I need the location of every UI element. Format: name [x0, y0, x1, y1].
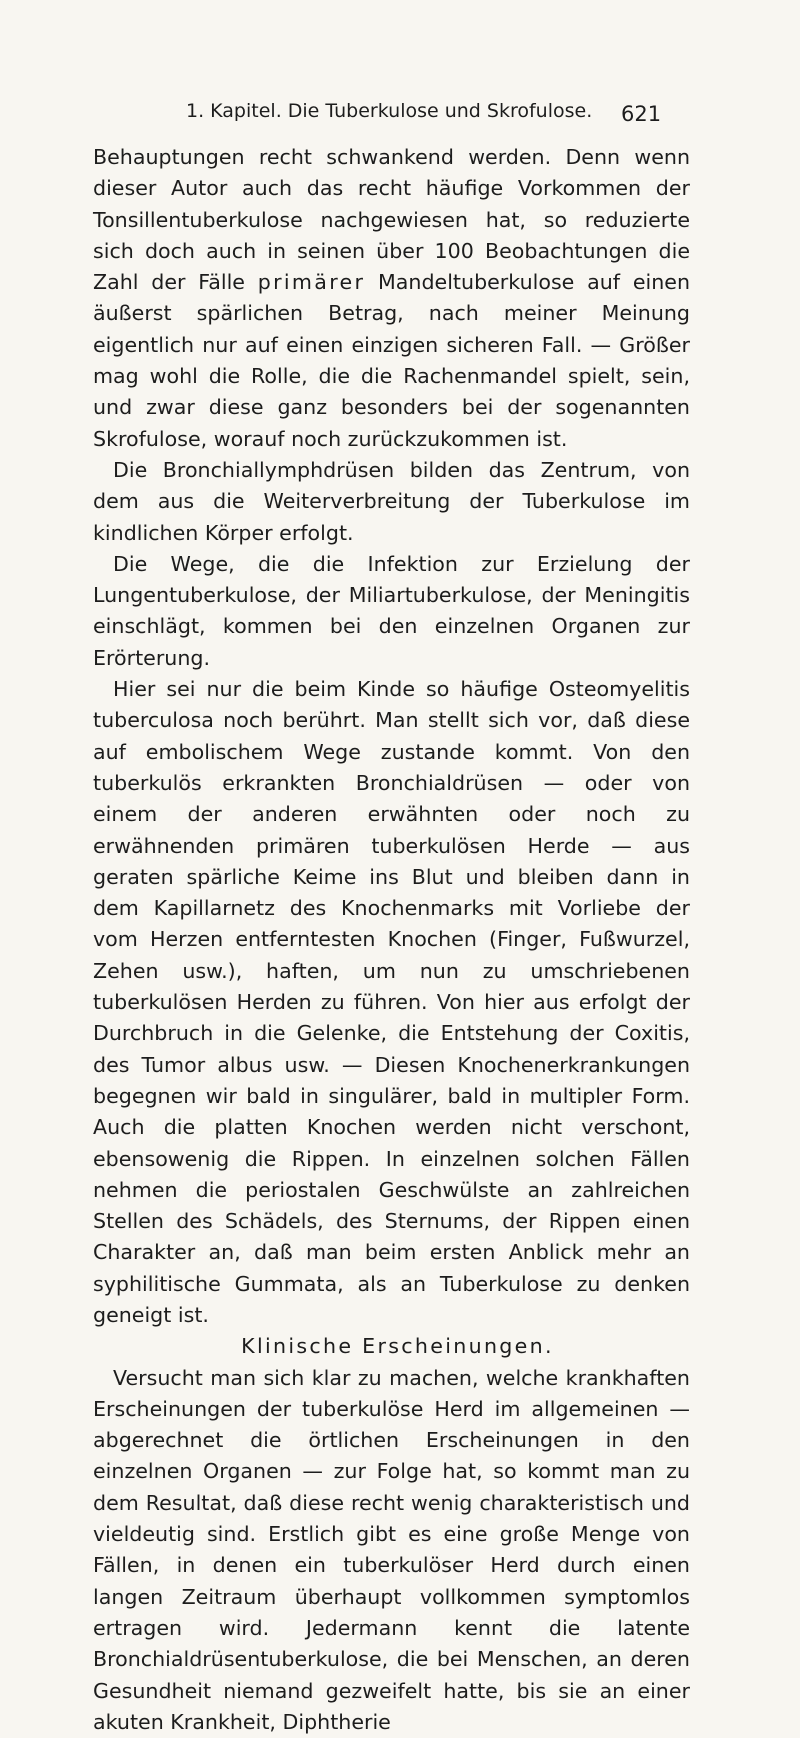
body-text [93, 142, 690, 1738]
page-number: 621 [621, 102, 662, 126]
paragraph-klinische-erscheinungen: Versucht man sich klar zu machen, welche krankhaften Erscheinungen der tuberkulöse Herd im allgemeinen — abgerechnet die örtlichen Erscheinungen in den einzelnen Organen — zur Folge hat, so kommt man zu dem Resultat, daß diese recht wenig charakteristisch und vieldeutig sind. Erstlich gibt es eine große Menge von Fällen, in denen ein tuberkulöser Herd durch einen langen Zeitraum überhaupt vollkommen symptomlos ertragen wird. Jedermann kennt die latente Bronchialdrüsentuberkulose, die bei Menschen, an deren Gesundheit niemand gezweifelt hatte, bis sie an einer akuten Krankheit, Diphtherie [93, 1365, 690, 1734]
paragraph-text: Behauptungen recht schwankend werden. Denn wenn dieser Autor auch das recht häufige Vorkommen der Tonsillentuberkulose nachgewiesen hat, so reduzierte sich doch auch in seinen über 100 Beobachtungen die Zahl der Fälle [93, 145, 690, 295]
paragraph-infektionswege: Die Wege, die die Infektion zur Erzielung der Lungentuberkulose, der Miliartuberkulose, der Meningitis einschlägt, kommen bei den einzelnen Organen zur Erörterung. [93, 551, 690, 670]
paragraph-text: Mandeltuberkulose auf einen äußerst spärlichen Betrag, nach meiner Meinung eigentlich nur auf einen einzigen sicheren Fall. — Größer mag wohl die Rolle, die die Rachenmandel spielt, sein, und zwar diese ganz besonders bei der sogenannten Skrofulose, worauf noch zurückzukommen ist. [93, 270, 690, 451]
paragraph-bronchiallymphdruesen: Die Bronchiallymphdrüsen bilden das Zentrum, von dem aus die Weiterverbreitung der Tuberkulose im kindlichen Körper erfolgt. [93, 457, 690, 545]
emphasis-primaer: primärer [257, 270, 366, 295]
paragraph-continuation [93, 142, 690, 455]
paragraph-osteomyelitis: Hier sei nur die beim Kinde so häufige Osteomyelitis tuberculosa noch berührt. Man stellt sich vor, daß diese auf embolischem Wege zustande kommt. Von den tuberkulös erkrankten Bronchialdrüsen — oder von einem der anderen erwähnten oder noch zu erwähnenden primären tuberkulösen Herde — aus geraten spärliche Keime ins Blut und bleiben dann in dem Kapillarnetz des Knochenmarks mit Vorliebe der vom Herzen entferntesten Knochen (Finger, Fußwurzel, Zehen usw.), haften, um nun zu umschriebenen tuberkulösen Herden zu führen. Von hier aus erfolgt der Durchbruch in die Gelenke, die Entstehung der Coxitis, des Tumor albus usw. — Diesen Knochenerkrankungen begegnen wir bald in singulärer, bald in multipler Form. Auch die platten Knochen werden nicht verschont, ebensowenig die Rippen. In einzelnen solchen Fällen nehmen die periostalen Geschwülste an zahlreichen Stellen des Schädels, des Sternums, der Rippen einen Charakter an, daß man beim ersten Anblick mehr an syphilitische Gummata, als an Tuberkulose zu denken geneigt ist. [93, 677, 690, 1327]
running-title: 1. Kapitel. Die Tuberkulose und Skrofulose. [186, 100, 593, 122]
running-header [0, 96, 800, 126]
section-title: Klinische Erscheinungen. [241, 1334, 554, 1359]
